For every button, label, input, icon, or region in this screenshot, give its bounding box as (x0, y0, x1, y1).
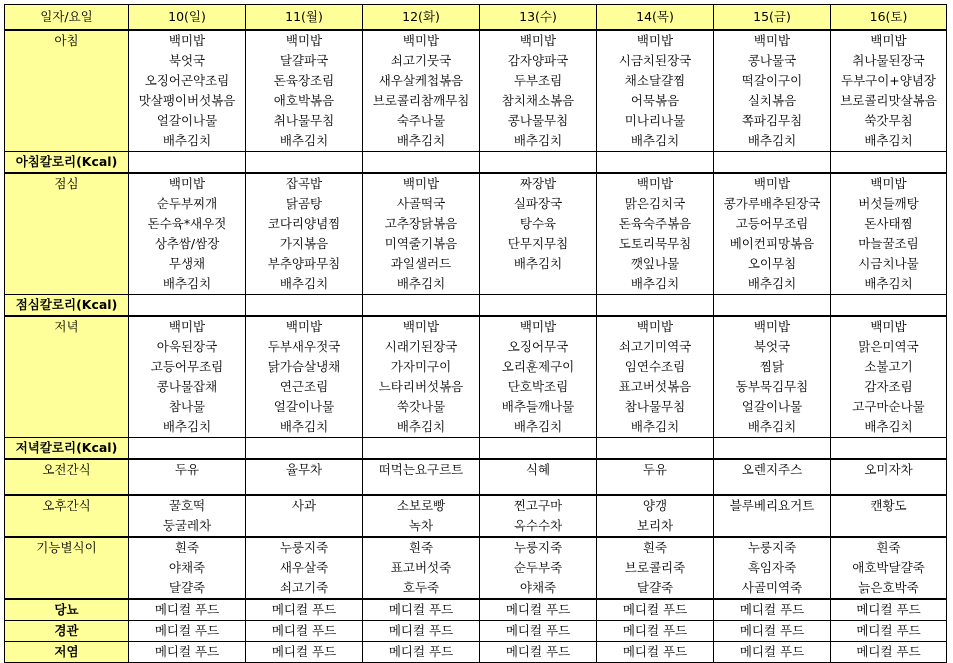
menu-item: 쑥갓무침 (864, 113, 913, 128)
menu-item: 돈수육*새우젓 (147, 216, 227, 231)
menu-cell (597, 537, 714, 599)
menu-item: 흑임자죽 (747, 560, 797, 575)
menu-item: 오징어무국 (507, 339, 569, 354)
menu-item: 찐고구마 (513, 498, 563, 513)
menu-item: 상추쌈/쌈장 (154, 236, 220, 251)
menu-item: 쇠고기미역국 (618, 339, 692, 354)
menu-cell (597, 173, 714, 295)
menu-item: 단호박조림 (507, 379, 569, 394)
menu-item: 가지볶음 (279, 236, 329, 251)
diet-value: 메디컬 푸드 (597, 621, 714, 642)
header-row (5, 5, 947, 31)
menu-cell (480, 537, 597, 599)
calorie-value (246, 295, 363, 317)
menu-item: 쇠고기죽 (279, 580, 329, 595)
menu-item: 백미밥 (285, 319, 323, 334)
day-header: 10(일) (129, 5, 246, 31)
menu-item: 옥수수차 (513, 518, 563, 533)
menu-cell (480, 173, 597, 295)
menu-item: 북엇국 (753, 339, 791, 354)
menu-cell (246, 495, 363, 537)
calorie-value (363, 295, 480, 317)
calorie-value (363, 438, 480, 460)
menu-cell (831, 173, 947, 295)
menu-item: 백미밥 (519, 33, 557, 48)
menu-cell (363, 459, 480, 495)
menu-item: 실치볶음 (747, 93, 797, 108)
menu-item: 순두부찌개 (156, 196, 218, 211)
day-header: 14(목) (597, 5, 714, 31)
menu-item: 브로콜리참깨무침 (372, 93, 470, 108)
menu-item: 백미밥 (636, 319, 674, 334)
menu-item: 사과 (291, 498, 317, 513)
menu-cell (480, 495, 597, 537)
menu-item: 감자양파국 (507, 53, 569, 68)
diet-value: 메디컬 푸드 (714, 599, 831, 621)
menu-item: 배추들깨나물 (501, 399, 575, 414)
menu-item: 백미밥 (168, 319, 206, 334)
date-day-header: 일자/요일 (5, 5, 129, 31)
menu-item: 얼갈이나물 (741, 399, 803, 414)
calorie-value (129, 152, 246, 174)
menu-item: 시금치나물 (858, 256, 919, 271)
menu-cell (597, 316, 714, 438)
menu-cell (246, 173, 363, 295)
menu-item: 취나물무침 (273, 113, 335, 128)
menu-item: 참치채소볶음 (501, 93, 575, 108)
calorie-label: 점심칼로리(Kcal) (5, 295, 129, 317)
menu-item: 달걀죽 (168, 580, 206, 595)
menu-cell (597, 495, 714, 537)
menu-cell (363, 537, 480, 599)
menu-item: 탕수육 (519, 216, 557, 231)
diet-value: 메디컬 푸드 (246, 621, 363, 642)
menu-item: 오징어곤약조림 (144, 73, 230, 88)
day-header: 16(토) (831, 5, 947, 31)
menu-cell (363, 316, 480, 438)
menu-cell (714, 495, 831, 537)
diet-value: 메디컬 푸드 (246, 599, 363, 621)
menu-item: 달걀죽 (636, 580, 674, 595)
menu-item: 보리차 (636, 518, 674, 533)
menu-item: 오미자차 (864, 462, 913, 477)
menu-item: 블루베리요거트 (729, 498, 815, 513)
diet-value: 메디컬 푸드 (246, 642, 363, 663)
menu-cell (831, 30, 947, 152)
menu-item: 새우살케첩볶음 (378, 73, 464, 88)
menu-item: 버섯들깨탕 (858, 196, 919, 211)
menu-cell (246, 537, 363, 599)
menu-item: 사골미역죽 (741, 580, 803, 595)
menu-item: 백미밥 (402, 319, 440, 334)
menu-item: 애호박달걀죽 (852, 560, 925, 575)
menu-item: 미역줄기볶음 (384, 236, 458, 251)
dinner-calorie-row (5, 438, 947, 460)
menu-item: 백미밥 (870, 176, 907, 191)
dinner-row (5, 316, 947, 438)
calorie-value (129, 295, 246, 317)
menu-item: 흰죽 (642, 540, 668, 555)
diet-value: 메디컬 푸드 (480, 621, 597, 642)
menu-cell (480, 30, 597, 152)
calorie-value (480, 438, 597, 460)
menu-item: 두부구이+양념장 (841, 73, 936, 88)
day-header: 15(금) (714, 5, 831, 31)
menu-cell (480, 316, 597, 438)
menu-item: 백미밥 (636, 33, 674, 48)
menu-item: 돈사태찜 (864, 216, 913, 231)
menu-item: 짜장밥 (519, 176, 557, 191)
menu-item: 감자조림 (864, 379, 913, 394)
menu-item: 어묵볶음 (630, 93, 680, 108)
menu-item: 고등어무조림 (735, 216, 809, 231)
menu-item: 브로콜리죽 (624, 560, 686, 575)
am-snack-row (5, 459, 947, 495)
calorie-value (480, 295, 597, 317)
calorie-value (714, 152, 831, 174)
calorie-value (714, 438, 831, 460)
diet-value: 메디컬 푸드 (363, 642, 480, 663)
menu-item: 맑은김치국 (624, 196, 686, 211)
menu-item: 가자미구이 (390, 359, 452, 374)
menu-item: 떡갈이구이 (741, 73, 803, 88)
diet-row (5, 599, 947, 621)
menu-item: 두부조림 (513, 73, 563, 88)
diet-value: 메디컬 푸드 (831, 599, 947, 621)
menu-cell (831, 459, 947, 495)
menu-cell (129, 316, 246, 438)
menu-item: 참나물 (168, 399, 206, 414)
menu-item: 캔황도 (870, 498, 907, 513)
menu-item: 아욱된장국 (156, 339, 218, 354)
menu-item: 동부묵김무침 (735, 379, 809, 394)
menu-item: 콩나물무침 (507, 113, 569, 128)
menu-item: 배추김치 (747, 419, 797, 434)
diet-value: 메디컬 푸드 (480, 599, 597, 621)
menu-item: 두부새우젓국 (267, 339, 341, 354)
menu-item: 얼갈이나물 (273, 399, 335, 414)
menu-item: 배추김치 (396, 133, 446, 148)
menu-cell (480, 459, 597, 495)
menu-item: 참나물무침 (624, 399, 686, 414)
menu-item: 배추김치 (513, 419, 563, 434)
menu-item: 과일샐러드 (390, 256, 452, 271)
menu-item: 표고버섯죽 (390, 560, 452, 575)
menu-item: 배추김치 (630, 133, 680, 148)
menu-item: 코다리양념찜 (267, 216, 341, 231)
menu-item: 율무차 (285, 462, 323, 477)
menu-item: 호두죽 (402, 580, 440, 595)
menu-item: 고등어무조림 (150, 359, 224, 374)
menu-item: 배추김치 (396, 419, 446, 434)
menu-item: 흰죽 (876, 540, 901, 555)
menu-item: 백미밥 (636, 176, 674, 191)
diet-value: 메디컬 푸드 (363, 621, 480, 642)
menu-item: 누룽지죽 (513, 540, 563, 555)
pm-snack-label: 오후간식 (5, 495, 129, 537)
special-label: 기능별식이 (5, 537, 129, 599)
menu-item: 녹차 (408, 518, 434, 533)
calorie-value (480, 152, 597, 174)
menu-item: 백미밥 (753, 319, 791, 334)
menu-item: 배추김치 (864, 276, 913, 291)
menu-item: 배추김치 (279, 133, 329, 148)
diet-value: 메디컬 푸드 (363, 599, 480, 621)
menu-item: 애호박볶음 (273, 93, 335, 108)
menu-item: 소보로빵 (396, 498, 446, 513)
menu-item: 두유 (174, 462, 200, 477)
menu-item: 배추김치 (513, 256, 563, 271)
menu-cell (831, 495, 947, 537)
menu-cell (597, 459, 714, 495)
diet-value: 메디컬 푸드 (831, 621, 947, 642)
menu-item: 늙은호박죽 (858, 580, 919, 595)
menu-item: 채소달걀찜 (624, 73, 686, 88)
menu-item: 쪽파김무침 (741, 113, 803, 128)
menu-item: 배추김치 (747, 276, 797, 291)
menu-item: 배추김치 (630, 419, 680, 434)
menu-item: 배추김치 (162, 419, 212, 434)
diet-value: 메디컬 푸드 (129, 621, 246, 642)
menu-cell (714, 30, 831, 152)
menu-item: 미나리나물 (624, 113, 686, 128)
menu-cell (597, 30, 714, 152)
diet-row (5, 621, 947, 642)
menu-item: 백미밥 (168, 33, 206, 48)
menu-item: 배추김치 (279, 276, 329, 291)
menu-cell (246, 316, 363, 438)
menu-item: 쑥갓나물 (396, 399, 446, 414)
menu-cell (246, 30, 363, 152)
menu-item: 무생채 (168, 256, 206, 271)
menu-item: 양갱 (642, 498, 668, 513)
menu-item: 실파장국 (513, 196, 563, 211)
menu-item: 표고버섯볶음 (618, 379, 692, 394)
menu-item: 오렌지주스 (741, 462, 803, 477)
day-header: 11(월) (246, 5, 363, 31)
menu-cell (129, 537, 246, 599)
diet-label: 경관 (5, 621, 129, 642)
calorie-value (831, 295, 947, 317)
menu-item: 마늘꿀조림 (858, 236, 919, 251)
menu-item: 오이무침 (747, 256, 797, 271)
menu-item: 새우살죽 (279, 560, 329, 575)
menu-cell (714, 316, 831, 438)
menu-item: 배추김치 (513, 133, 563, 148)
lunch-label: 점심 (5, 173, 129, 295)
menu-item: 연근조림 (279, 379, 329, 394)
breakfast-calorie-row (5, 152, 947, 174)
menu-item: 브로콜리맛살볶음 (840, 93, 937, 108)
menu-item: 백미밥 (402, 176, 440, 191)
menu-item: 배추김치 (396, 276, 446, 291)
menu-item: 콩나물잡채 (156, 379, 218, 394)
menu-item: 고구마순나물 (852, 399, 925, 414)
calorie-value (597, 295, 714, 317)
menu-item: 백미밥 (285, 33, 323, 48)
menu-item: 야채죽 (168, 560, 206, 575)
menu-cell (129, 459, 246, 495)
menu-item: 배추김치 (864, 133, 913, 148)
menu-item: 백미밥 (870, 33, 907, 48)
menu-item: 시래기된장국 (384, 339, 458, 354)
menu-item: 배추김치 (279, 419, 329, 434)
menu-item: 백미밥 (870, 319, 907, 334)
diet-value: 메디컬 푸드 (714, 621, 831, 642)
diet-value: 메디컬 푸드 (831, 642, 947, 663)
menu-cell (363, 495, 480, 537)
menu-item: 취나물된장국 (852, 53, 925, 68)
menu-cell (831, 316, 947, 438)
menu-item: 쇠고기뭇국 (390, 53, 452, 68)
lunch-calorie-row (5, 295, 947, 317)
menu-item: 백미밥 (402, 33, 440, 48)
menu-item: 베이컨피망볶음 (729, 236, 815, 251)
menu-item: 배추김치 (630, 276, 680, 291)
menu-item: 백미밥 (519, 319, 557, 334)
special-diet-row (5, 537, 947, 599)
day-header: 13(수) (480, 5, 597, 31)
menu-item: 닭곰탕 (285, 196, 323, 211)
menu-item: 사골떡국 (396, 196, 446, 211)
menu-item: 오리훈제구이 (501, 359, 575, 374)
menu-cell (363, 30, 480, 152)
menu-cell (714, 459, 831, 495)
diet-label: 저염 (5, 642, 129, 663)
menu-item: 야채죽 (519, 580, 557, 595)
menu-item: 배추김치 (864, 419, 913, 434)
menu-item: 꿀호떡 (168, 498, 206, 513)
menu-item: 느타리버섯볶음 (378, 379, 464, 394)
diet-value: 메디컬 푸드 (597, 599, 714, 621)
menu-item: 배추김치 (162, 276, 212, 291)
menu-item: 돈육장조림 (273, 73, 335, 88)
menu-cell (129, 30, 246, 152)
menu-item: 깻잎나물 (630, 256, 680, 271)
diet-value: 메디컬 푸드 (597, 642, 714, 663)
menu-item: 맛살팽이버섯볶음 (138, 93, 236, 108)
menu-item: 부추양파무침 (267, 256, 341, 271)
weekly-menu-table (4, 4, 947, 663)
calorie-value (714, 295, 831, 317)
menu-item: 떠먹는요구르트 (378, 462, 464, 477)
menu-cell (714, 537, 831, 599)
calorie-value (597, 152, 714, 174)
calorie-value (246, 438, 363, 460)
menu-item: 임연수조림 (624, 359, 686, 374)
calorie-value (597, 438, 714, 460)
menu-cell (129, 173, 246, 295)
menu-item: 백미밥 (753, 33, 791, 48)
menu-item: 배추김치 (162, 133, 212, 148)
menu-item: 백미밥 (753, 176, 791, 191)
diet-row (5, 642, 947, 663)
lunch-row (5, 173, 947, 295)
am-snack-label: 오전간식 (5, 459, 129, 495)
menu-item: 백미밥 (168, 176, 206, 191)
menu-item: 닭가슴살냉채 (267, 359, 341, 374)
menu-item: 숙주나물 (396, 113, 446, 128)
diet-value: 메디컬 푸드 (480, 642, 597, 663)
menu-item: 도토리묵무침 (618, 236, 692, 251)
menu-item: 누룽지죽 (747, 540, 797, 555)
menu-item: 맑은미역국 (858, 339, 919, 354)
menu-item: 순두부죽 (513, 560, 563, 575)
menu-item: 북엇국 (168, 53, 206, 68)
menu-item: 얼갈이나물 (156, 113, 218, 128)
menu-item: 누룽지죽 (279, 540, 329, 555)
menu-item: 둥굴레차 (162, 518, 212, 533)
calorie-label: 저녁칼로리(Kcal) (5, 438, 129, 460)
menu-item: 흰죽 (408, 540, 434, 555)
menu-item: 고추장닭볶음 (384, 216, 458, 231)
menu-item: 콩가루배추된장국 (723, 196, 821, 211)
menu-item: 흰죽 (174, 540, 200, 555)
menu-item: 배추김치 (747, 133, 797, 148)
breakfast-label: 아침 (5, 30, 129, 152)
calorie-value (831, 438, 947, 460)
diet-value: 메디컬 푸드 (714, 642, 831, 663)
menu-item: 찜닭 (759, 359, 785, 374)
menu-cell (831, 537, 947, 599)
breakfast-row (5, 30, 947, 152)
menu-cell (363, 173, 480, 295)
menu-item: 단무지무침 (507, 236, 569, 251)
pm-snack-row (5, 495, 947, 537)
day-header: 12(화) (363, 5, 480, 31)
calorie-value (129, 438, 246, 460)
calorie-value (831, 152, 947, 174)
menu-item: 소불고기 (864, 359, 913, 374)
menu-cell (129, 495, 246, 537)
diet-value: 메디컬 푸드 (129, 642, 246, 663)
calorie-value (246, 152, 363, 174)
menu-item: 돈육숙주볶음 (618, 216, 692, 231)
calorie-value (363, 152, 480, 174)
menu-item: 콩나물국 (747, 53, 797, 68)
diet-label: 당뇨 (5, 599, 129, 621)
diet-value: 메디컬 푸드 (129, 599, 246, 621)
menu-item: 달걀파국 (279, 53, 329, 68)
menu-item: 식혜 (525, 462, 551, 477)
menu-item: 시금치된장국 (618, 53, 692, 68)
menu-cell (714, 173, 831, 295)
dinner-label: 저녁 (5, 316, 129, 438)
menu-body (5, 30, 947, 663)
menu-cell (246, 459, 363, 495)
calorie-label: 아침칼로리(Kcal) (5, 152, 129, 174)
menu-item: 잡곡밥 (285, 176, 323, 191)
menu-item: 두유 (642, 462, 668, 477)
